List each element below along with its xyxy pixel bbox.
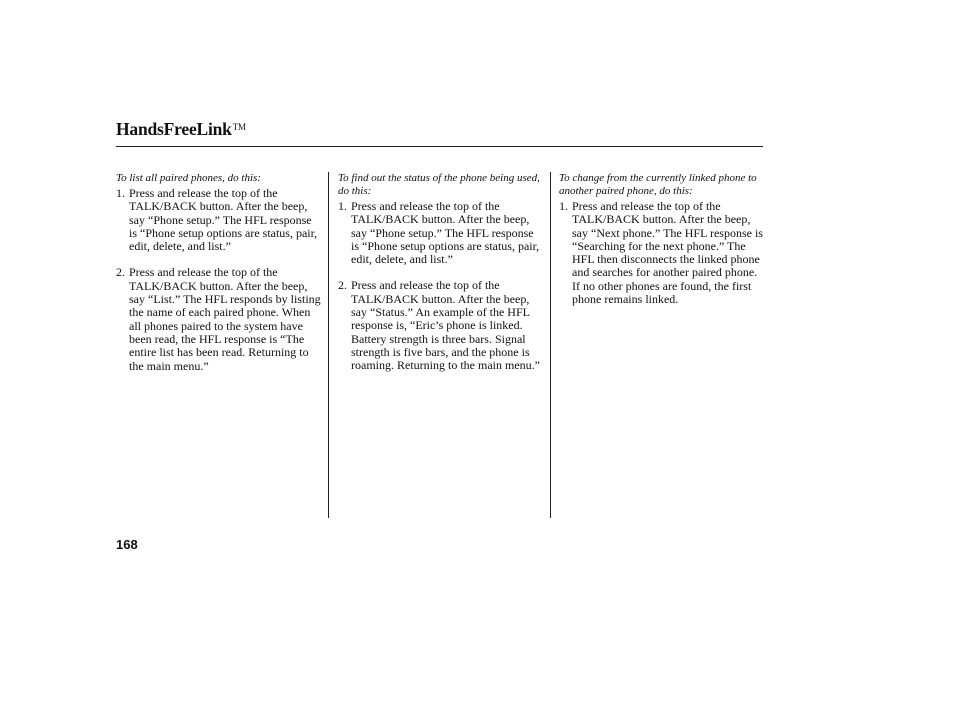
column-intro: To change from the currently linked phone to another paired phone, do this:: [559, 172, 757, 197]
step-item: [559, 200, 767, 306]
trademark-mark: TM: [232, 122, 246, 132]
step-number: 1.: [116, 186, 125, 200]
step-number: 2.: [116, 265, 125, 280]
column-phone-status: [338, 172, 544, 373]
step-text: Press and release the top of the TALK/BACK button. After the beep, say “Phone setup.” The HFL response is “Phone setup options are status, pair, edit, delete, and list.”: [351, 199, 540, 267]
title-text: HandsFreeLink: [116, 119, 232, 139]
page-title: [116, 119, 246, 140]
column-intro: To find out the status of the phone being used, do this:: [338, 172, 540, 197]
step-number: 2.: [338, 278, 347, 293]
header-rule: [116, 146, 763, 147]
step-item: [338, 279, 544, 372]
step-item: [116, 266, 322, 372]
step-number: 1.: [338, 199, 347, 213]
column-intro: To list all paired phones, do this:: [116, 172, 261, 184]
step-number: 1.: [559, 199, 568, 213]
column-change-phone: [559, 172, 767, 306]
step-text: Press and release the top of the TALK/BACK button. After the beep, say “Status.” An example of the HFL response is, “Eric’s phone is linked. Battery strength is three bars. Signal strength is five bars, and the phone is roaming. Returning to the main menu.”: [351, 278, 540, 373]
column-divider-2: [550, 172, 551, 518]
step-text: Press and release the top of the TALK/BACK button. After the beep, say “Next phone.” The HFL response is “Searching for the next phone.” The HFL then disconnects the linked phone and searches for another paired phone. If no other phones are found, the first phone remains linked.: [572, 199, 763, 307]
step-item: [116, 187, 322, 253]
column-divider-1: [328, 172, 329, 518]
step-item: [338, 200, 544, 266]
step-text: Press and release the top of the TALK/BACK button. After the beep, say “Phone setup.” The HFL response is “Phone setup options are status, pair, edit, delete, and list.”: [129, 186, 318, 254]
page-number: 168: [116, 537, 138, 552]
column-list-phones: [116, 172, 322, 373]
step-text: Press and release the top of the TALK/BACK button. After the beep, say “List.” The HFL responds by listing the name of each paired phone. When all phones paired to the system have been read, the HFL response is “The entire list has been read. Returning to the main menu.”: [129, 265, 321, 373]
